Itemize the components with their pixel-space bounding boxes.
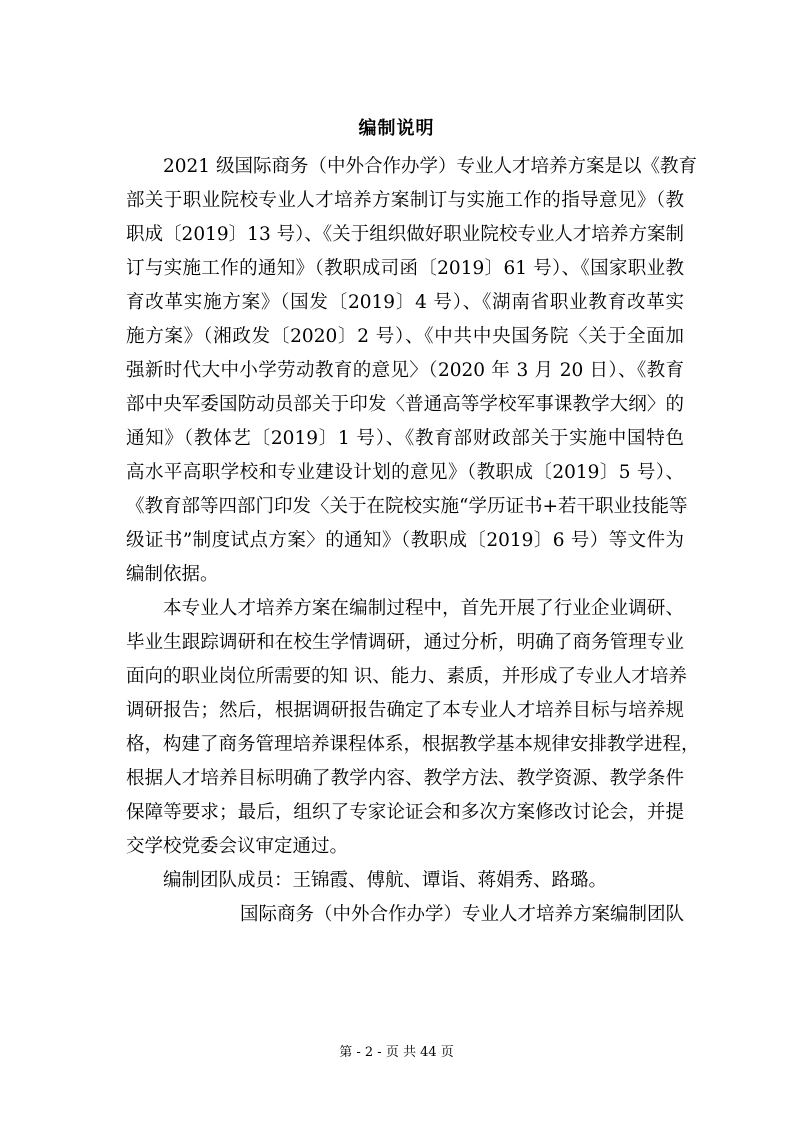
signature-line: 国际商务（中外合作办学）专业人才培养方案编制团队 xyxy=(239,904,684,925)
paragraph-1-line: 部中央军委国防动员部关于印发〈普通高等学校军事课教学大纲〉的 xyxy=(126,394,684,415)
body-text xyxy=(126,150,700,932)
paragraph-1-line: 订与实施工作的通知》（教职成司函〔2019〕61 号）、《国家职业教 xyxy=(126,258,684,279)
paragraph-1-line: 强新时代大中小学劳动教育的意见〉（2020 年 3 月 20 日）、《教育 xyxy=(126,360,684,381)
paragraph-1-line: 高水平高职学校和专业建设计划的意见》（教职成〔2019〕5 号）、 xyxy=(126,462,684,483)
paragraph-2-line: 保障等要求；最后，组织了专家论证会和多次方案修改讨论会，并提 xyxy=(126,802,684,823)
paragraph-1-line: 施方案》（湘政发〔2020〕2 号）、《中共中央国务院〈关于全面加 xyxy=(126,326,684,347)
paragraph-1-line: 《教育部等四部门印发〈关于在院校实施“学历证书+若干职业技能等 xyxy=(126,496,688,517)
paragraph-1-line: 通知》（教体艺〔2019〕1 号）、《教育部财政部关于实施中国特色 xyxy=(126,428,684,449)
paragraph-1-line: 2021 级国际商务（中外合作办学）专业人才培养方案是以《教育 xyxy=(163,156,697,177)
team-members-line: 编制团队成员：王锦霞、傅航、谭诣、蒋娟秀、路璐。 xyxy=(163,870,608,891)
page-number-footer: 第 - 2 - 页 共 44 页 xyxy=(339,1045,454,1060)
page-title: 编制说明 xyxy=(358,118,435,139)
paragraph-2-line: 本专业人才培养方案在编制过程中，首先开展了行业企业调研、 xyxy=(163,598,684,619)
paragraph-2-line: 毕业生跟踪调研和在校生学情调研，通过分析，明确了商务管理专业 xyxy=(126,632,684,653)
paragraph-2-line: 根据人才培养目标明确了教学内容、教学方法、教学资源、教学条件 xyxy=(126,768,684,789)
paragraph-1-line: 编制依据。 xyxy=(126,564,219,585)
paragraph-2-line: 调研报告；然后，根据调研报告确定了本专业人才培养目标与培养规 xyxy=(126,700,684,721)
paragraph-1-line: 部关于职业院校专业人才培养方案制订与实施工作的指导意见》（教 xyxy=(126,190,684,211)
paragraph-2-line: 面向的职业岗位所需要的知 识、能力、素质，并形成了专业人才培养 xyxy=(126,666,687,687)
paragraph-1-line: 育改革实施方案》（国发〔2019〕4 号）、《湖南省职业教育改革实 xyxy=(126,292,684,313)
paragraph-1-line: 级证书”制度试点方案〉的通知》（教职成〔2019〕6 号）等文件为 xyxy=(126,530,684,551)
paragraph-2-line: 格，构建了商务管理培养课程体系，根据教学基本规律安排教学进程， xyxy=(126,734,700,755)
paragraph-1-line: 职成〔2019〕13 号）、《关于组织做好职业院校专业人才培养方案制 xyxy=(126,224,684,245)
paragraph-2-line: 交学校党委会议审定通过。 xyxy=(126,836,349,857)
